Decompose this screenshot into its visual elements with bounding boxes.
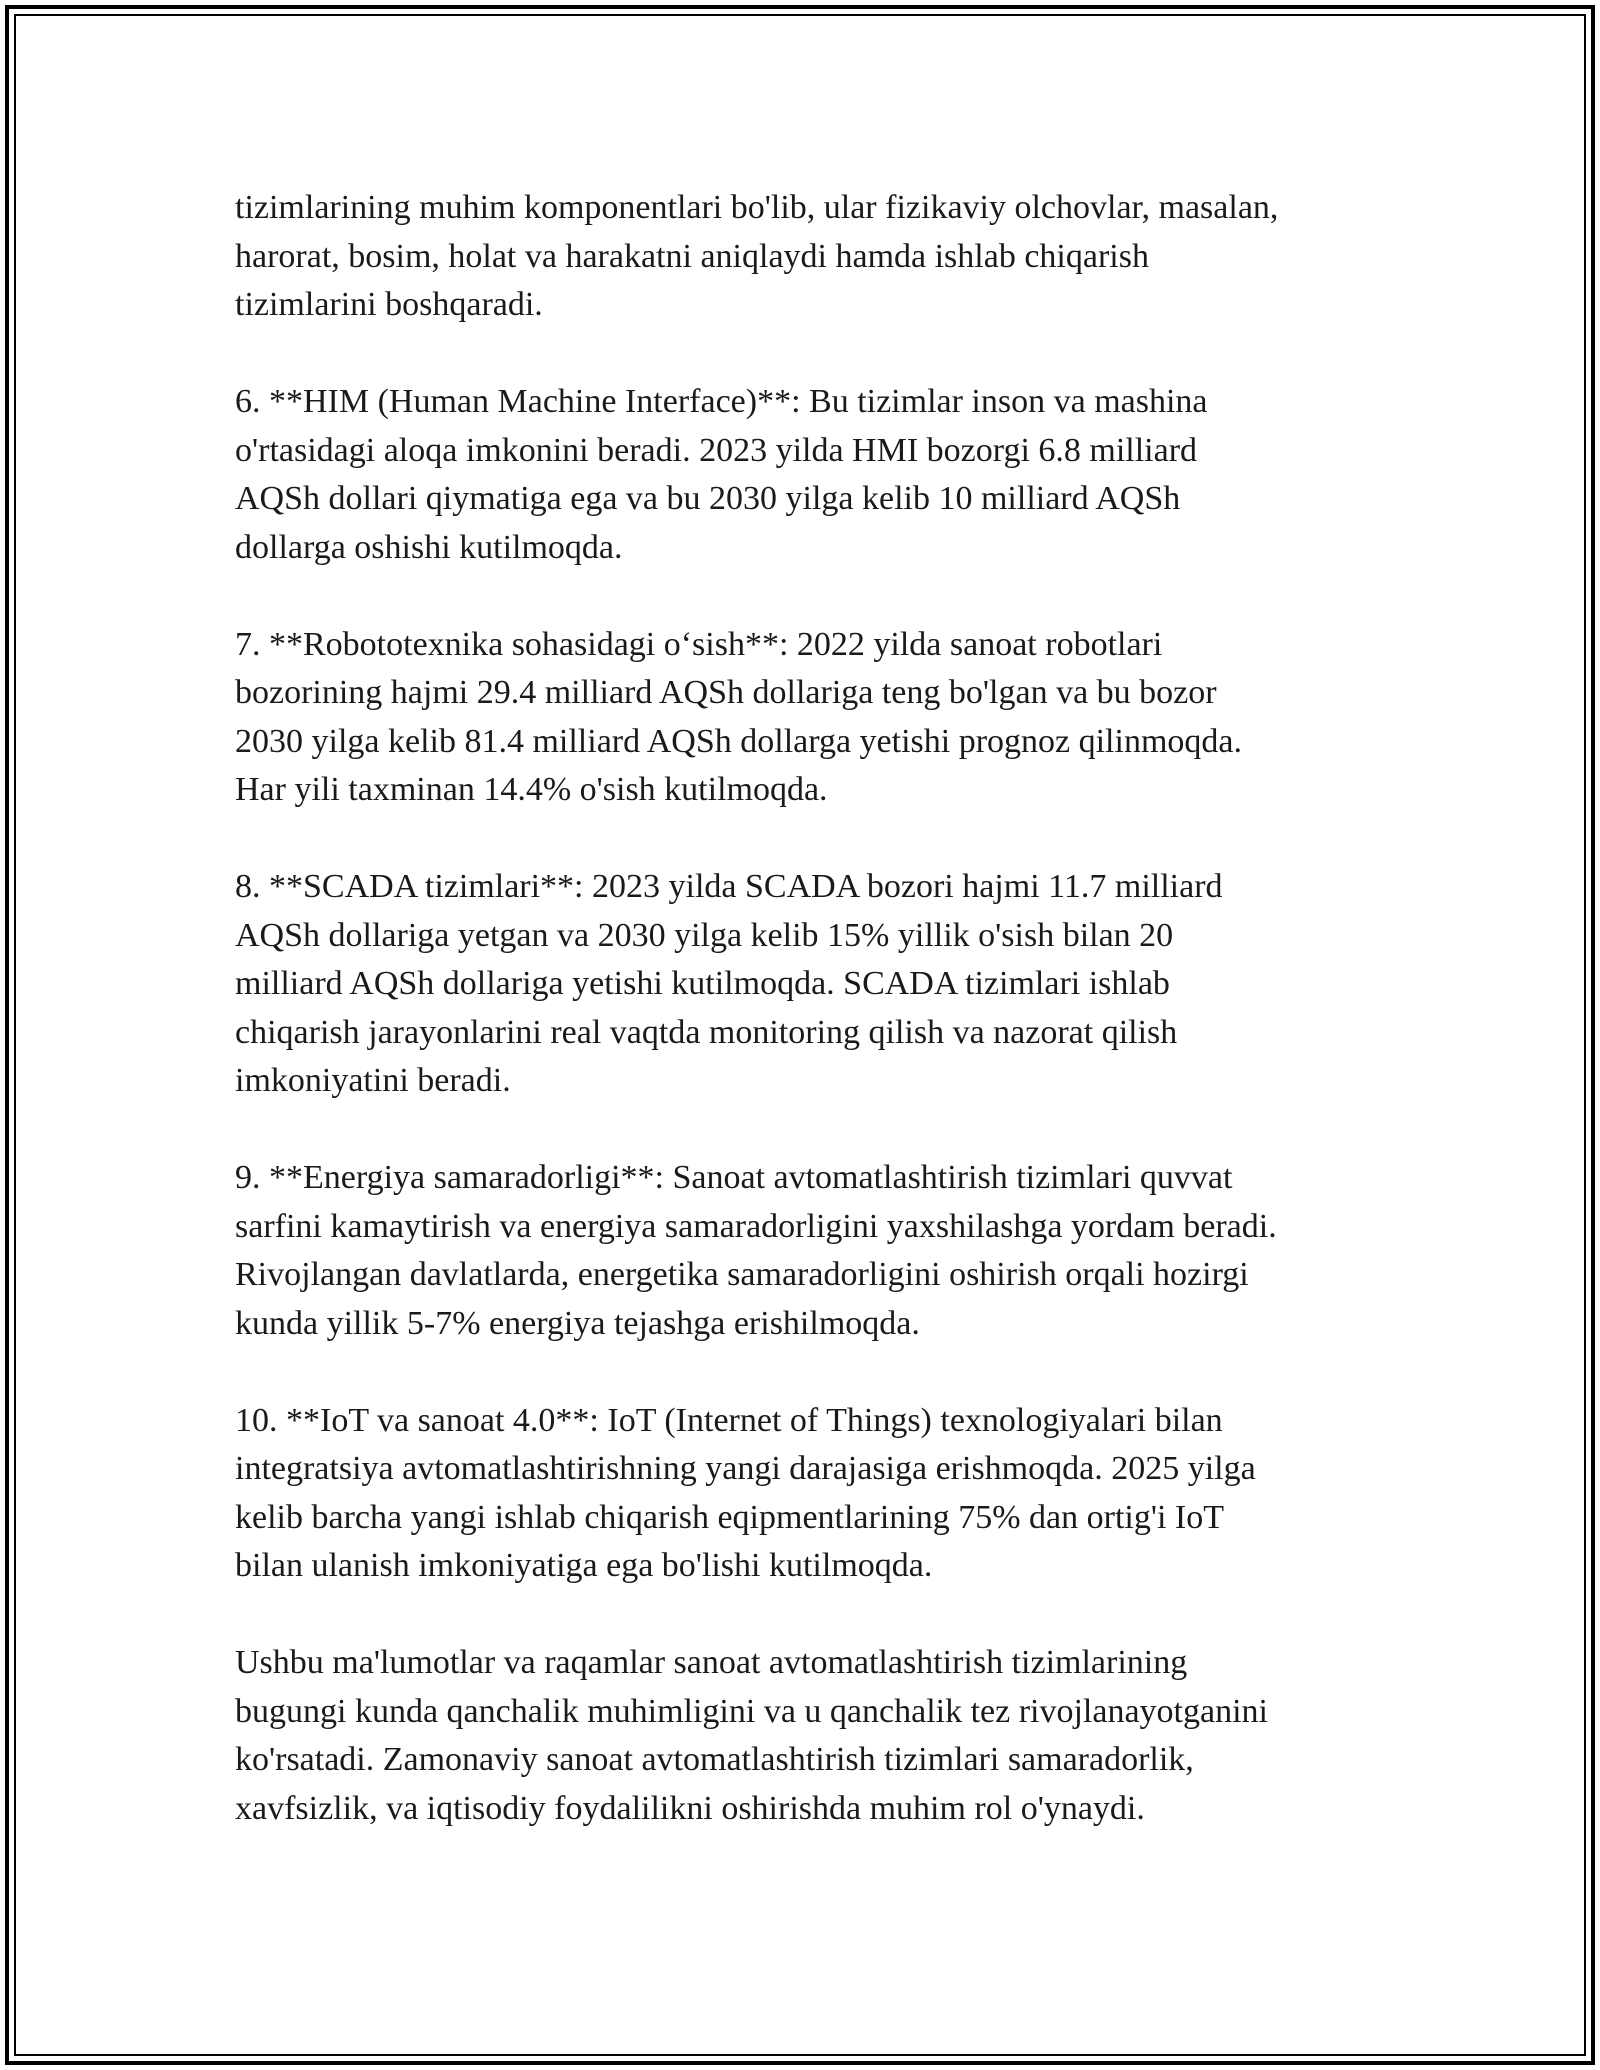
text-line: ko'rsatadi. Zamonaviy sanoat avtomatlashtirish tizimlari samaradorlik, [235, 1741, 1194, 1778]
text-line: 10. **IoT va sanoat 4.0**: IoT (Internet of Things) texnologiyalari bilan [235, 1401, 1223, 1439]
text-line: dollarga oshishi kutilmoqda. [235, 528, 623, 566]
text-line: imkoniyatini beradi. [235, 1062, 511, 1099]
text-line: bugungi kunda qanchalik muhimligini va u qanchalik tez rivojlanayotganini [235, 1692, 1268, 1730]
paragraph-scada [235, 863, 1385, 1106]
text-line: kunda yillik 5-7% energiya tejashga erishilmoqda. [235, 1304, 920, 1342]
text-line: 9. **Energiya samaradorligi**: Sanoat avtomatlashtirish tizimlari quvvat [235, 1159, 1233, 1196]
text-line: integratsiya avtomatlashtirishning yangi darajasiga erishmoqda. 2025 yilga [235, 1450, 1256, 1487]
text-line: kelib barcha yangi ishlab chiqarish eqipmentlarining 75% dan ortig'i IoT [235, 1498, 1225, 1536]
text-line: tizimlarini boshqaradi. [235, 286, 543, 323]
text-line: harorat, bosim, holat va harakatni aniqlaydi hamda ishlab chiqarish [235, 237, 1149, 275]
text-line: sarfini kamaytirish va energiya samaradorligini yaxshilashga yordam beradi. [235, 1207, 1277, 1245]
document-body [235, 184, 1385, 1882]
paragraph-robotics [235, 621, 1385, 815]
text-line: tizimlarining muhim komponentlari bo'lib, ular fizikaviy olchovlar, masalan, [235, 189, 1279, 226]
text-line: 2030 yilga kelib 81.4 milliard AQSh dollarga yetishi prognoz qilinmoqda. [235, 722, 1242, 760]
text-line: Har yili taxminan 14.4% o'sish kutilmoqda. [235, 771, 828, 808]
text-line: 8. **SCADA tizimlari**: 2023 yilda SCADA bozori hajmi 11.7 milliard [235, 868, 1223, 905]
text-line: AQSh dollari qiymatiga ega va bu 2030 yilga kelib 10 milliard AQSh [235, 480, 1181, 517]
text-line: bozorining hajmi 29.4 milliard AQSh dollariga teng bo'lgan va bu bozor [235, 674, 1217, 711]
text-line: Ushbu ma'lumotlar va raqamlar sanoat avtomatlashtirish tizimlarining [235, 1644, 1188, 1681]
text-line: chiqarish jarayonlarini real vaqtda monitoring qilish va nazorat qilish [235, 1013, 1178, 1051]
paragraph-energy-efficiency [235, 1154, 1385, 1348]
text-line: Rivojlangan davlatlarda, energetika samaradorligini oshirish orqali hozirgi [235, 1256, 1249, 1293]
text-line: AQSh dollariga yetgan va 2030 yilga kelib 15% yillik o'sish bilan 20 [235, 916, 1174, 954]
text-line: o'rtasidagi aloqa imkonini beradi. 2023 yilda HMI bozorgi 6.8 milliard [235, 431, 1198, 469]
text-line: 7. **Robototexnika sohasidagi o‘sish**: 2022 yilda sanoat robotlari [235, 625, 1163, 663]
text-line: 6. **HIM (Human Machine Interface)**: Bu tizimlar inson va mashina [235, 383, 1208, 420]
text-line: xavfsizlik, va iqtisodiy foydalilikni oshirishda muhim rol o'ynaydi. [235, 1789, 1145, 1827]
text-line: bilan ulanish imkoniyatiga ega bo'lishi kutilmoqda. [235, 1547, 933, 1584]
text-line: milliard AQSh dollariga yetishi kutilmoqda. SCADA tizimlari ishlab [235, 965, 1170, 1002]
paragraph-iot [235, 1397, 1385, 1591]
paragraph-conclusion [235, 1639, 1385, 1833]
paragraph-sensors-continuation [235, 184, 1385, 330]
paragraph-hmi [235, 378, 1385, 572]
